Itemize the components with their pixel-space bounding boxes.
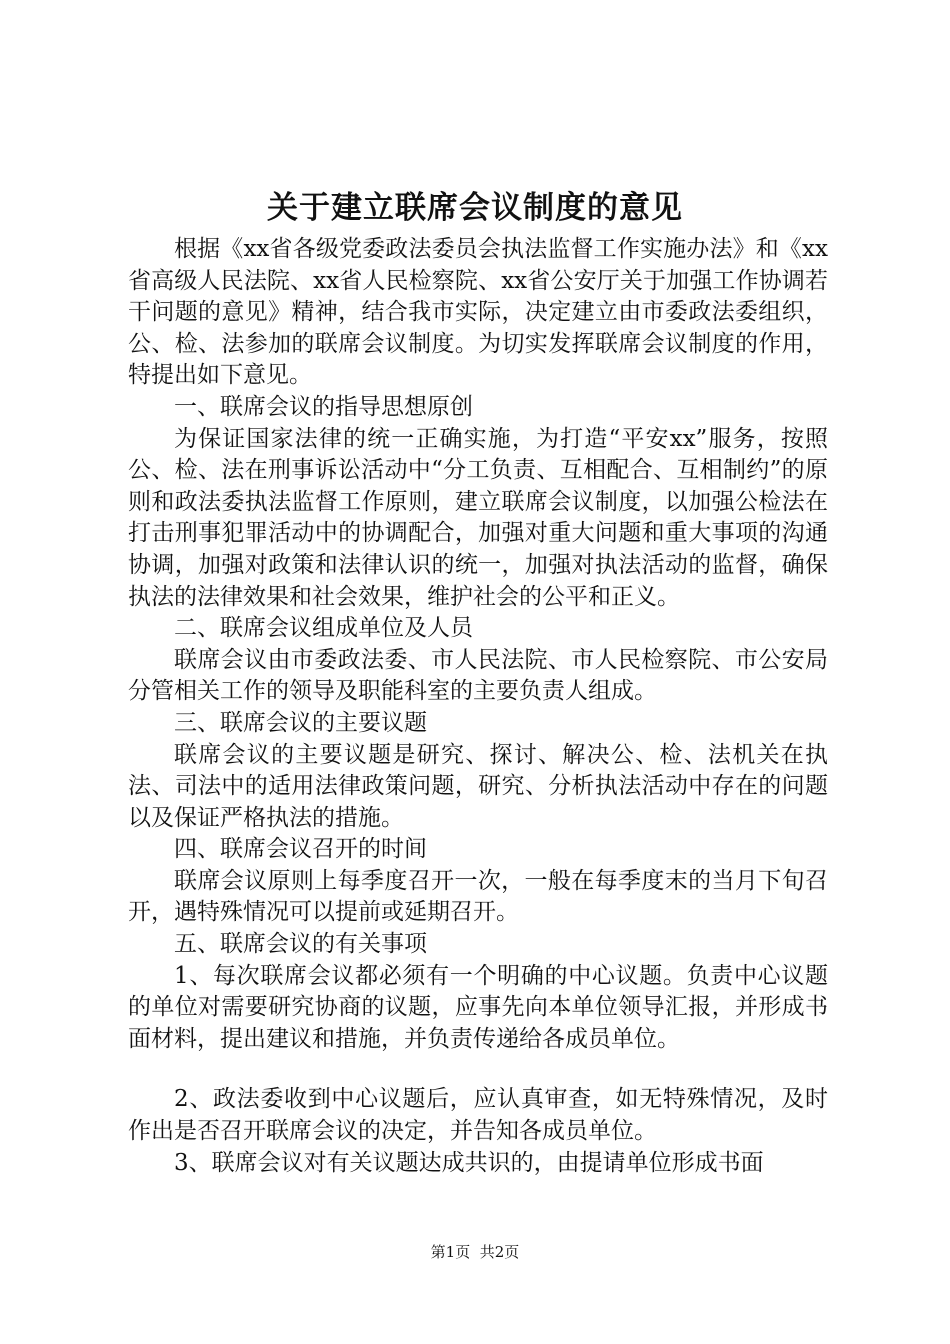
paragraph-intro: 根据《xx省各级党委政法委员会执法监督工作实施办法》和《xx省高级人民法院、xx省人民检察院、xx省公安厅关于加强工作协调若干问题的意见》精神，结合我市实际，决定建立由市委政法委组织，公、检、法参加的联席会议制度。为切实发挥联席会议制度的作用，特提出如下意见。 (128, 236, 828, 389)
page-number: 第1页 (430, 1243, 471, 1261)
paragraph-section-1: 为保证国家法律的统一正确实施，为打造“平安xx”服务，按照公、检、法在刑事诉讼活动中“分工负责、互相配合、互相制约”的原则和政法委执法监督工作原则，建立联席会议制度，以加强公检法在打击刑事犯罪活动中的协调配合，加强对重大问题和重大事项的沟通协调，加强对政策和法律认识的统一，加强对执法活动的监督，确保执法的法律效果和社会效果，维护社会的公平和正义。 (128, 425, 828, 610)
section-heading-4: 四、联席会议召开的时间 (174, 836, 427, 863)
document-title: 关于建立联席会议制度的意见 (267, 190, 683, 226)
section-heading-2: 二、联席会议组成单位及人员 (174, 615, 473, 642)
paragraph-section-3: 联席会议的主要议题是研究、探讨、解决公、检、法机关在执法、司法中的适用法律政策问题，研究、分析执法活动中存在的问题以及保证严格执法的措施。 (128, 741, 828, 831)
page-total: 共2页 (479, 1243, 520, 1261)
paragraph-section-2: 联席会议由市委政法委、市人民法院、市人民检察院、市公安局分管相关工作的领导及职能科室的主要负责人组成。 (128, 646, 828, 705)
paragraph-item-2: 2、政法委收到中心议题后，应认真审查，如无特殊情况，及时作出是否召开联席会议的决定，并告知各成员单位。 (128, 1086, 828, 1145)
footer-separator (470, 1243, 480, 1261)
section-heading-3: 三、联席会议的主要议题 (174, 709, 427, 736)
section-heading-1: 一、联席会议的指导思想原创 (174, 393, 473, 420)
section-heading-5: 五、联席会议的有关事项 (174, 931, 427, 958)
paragraph-section-4: 联席会议原则上每季度召开一次，一般在每季度末的当月下旬召开，遇特殊情况可以提前或延期召开。 (128, 867, 828, 926)
page-footer (0, 1242, 950, 1262)
paragraph-item-1: 1、每次联席会议都必须有一个明确的中心议题。负责中心议题的单位对需要研究协商的议题，应事先向本单位领导汇报，并形成书面材料，提出建议和措施，并负责传递给各成员单位。 (128, 962, 828, 1052)
document-body (128, 234, 828, 1179)
paragraph-item-3: 3、联席会议对有关议题达成共识的，由提请单位形成书面 (174, 1149, 764, 1176)
